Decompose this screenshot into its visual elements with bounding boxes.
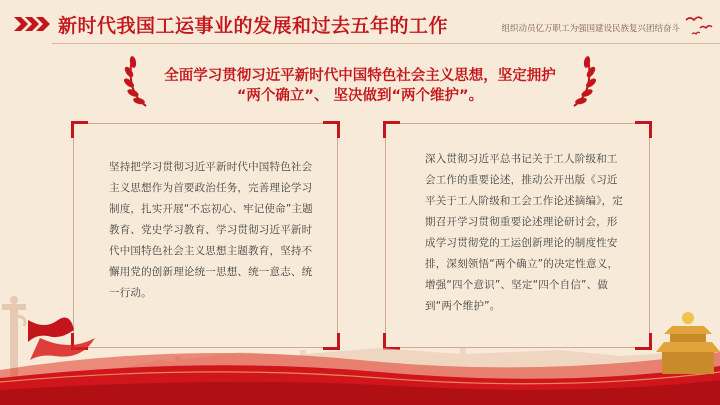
tiananmen-icon — [656, 312, 720, 374]
bottom-decoration — [0, 290, 720, 405]
headline-line-1: 全面学习贯彻习近平新时代中国特色社会主义思想，坚定拥护 — [164, 68, 556, 84]
wheat-laurel-icon — [120, 52, 154, 108]
headline-line-2: “两个确立”、 坚决做到“两个维护”。 — [236, 88, 484, 104]
birds-icon — [682, 6, 716, 42]
card-text: 深入贯彻习近平总书记关于工人阶级和工会工作的重要论述，推动公开出版《习近平关于工人阶级和工会工作论述摘编》，定期召开学习贯彻重要论述理论研讨会，形成学习贯彻党的工运创新理论的制度性安排，深刻领悟“两个确立”的决定性意义，增强“四个意识”、坚定“四个自信”、做到“两个维护”。 — [425, 153, 624, 312]
wheat-laurel-icon — [566, 52, 600, 108]
card-text: 坚持把学习贯彻习近平新时代中国特色社会主义思想作为首要政治任务，完善理论学习制度，扎实开展“不忘初心、牢记使命”主题教育、党史学习教育、学习贯彻习近平新时代中国特色社会主义思想主题教育，坚持不懈用党的创新理论统一思想、统一意志、统一行动。 — [109, 161, 313, 299]
page-title: 新时代我国工运事业的发展和过去五年的工作 — [58, 15, 449, 37]
header-divider — [52, 43, 720, 44]
corner-accent — [71, 121, 88, 138]
red-flag-icon — [28, 318, 95, 360]
corner-accent — [383, 121, 400, 138]
header — [0, 0, 720, 44]
corner-accent — [323, 121, 340, 138]
page-subtitle: 组织动员亿万职工为强国建设民族复兴团结奋斗 — [501, 24, 680, 34]
chevrons-icon — [14, 17, 50, 31]
corner-accent — [635, 121, 652, 138]
